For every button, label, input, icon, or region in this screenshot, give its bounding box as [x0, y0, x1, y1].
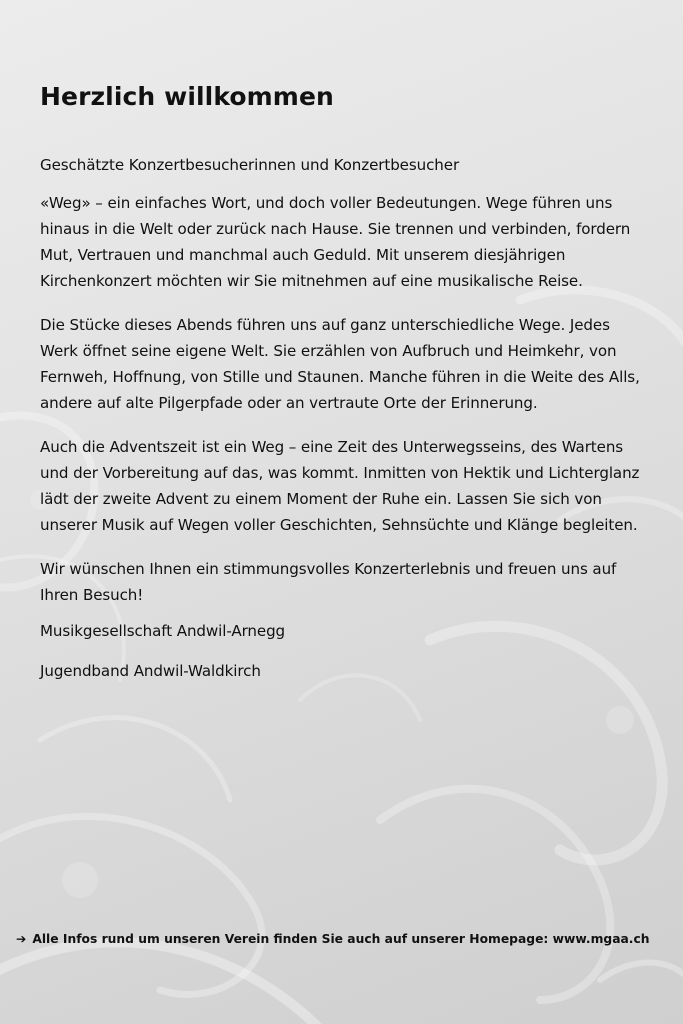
footer-homepage-note — [16, 929, 676, 949]
signature-musikgesellschaft: Musikgesellschaft Andwil-Arnegg — [40, 622, 286, 640]
signature-jugendband: Jugendband Andwil-Waldkirch — [40, 662, 261, 680]
welcome-letter — [40, 80, 640, 694]
salutation: Geschätzte Konzertbesucherinnen und Konzertbesucher — [40, 156, 460, 174]
paragraph-2: Die Stücke dieses Abends führen uns auf ganz unterschiedliche Wege. Jedes Werk öffnet seine eigene Welt. Sie erzählen von Aufbruch und Heimkehr, von Fernweh, Hoffnung, von Stille und Staunen. Manche führen in die Weite des Alls, andere auf alte Pilgerpfade oder an vertraute Orte der Erinnerung. — [40, 316, 640, 412]
page-title: Herzlich willkommen — [40, 82, 334, 111]
footer-text: Alle Infos rund um unseren Verein finden Sie auch auf unserer Homepage: www.mgaa.ch — [32, 932, 650, 946]
paragraph-3: Auch die Adventszeit ist ein Weg – eine Zeit des Unterwegsseins, des Wartens und der Vorbereitung auf das, was kommt. Inmitten von Hektik und Lichterglanz lädt der zweite Advent zu einem Moment der Ruhe ein. Lassen Sie sich von unserer Musik auf Wegen voller Geschichten, Sehnsüchte und Klänge begleiten. — [40, 438, 640, 534]
paragraph-1: «Weg» – ein einfaches Wort, und doch voller Bedeutungen. Wege führen uns hinaus in die Welt oder zurück nach Hause. Sie trennen und verbinden, fordern Mut, Vertrauen und manchmal auch Geduld. Mit unserem diesjährigen Kirchenkonzert möchten wir Sie mitnehmen auf eine musikalische Reise. — [40, 194, 631, 290]
arrow-right-icon: ➔ — [16, 932, 27, 946]
paragraph-4: Wir wünschen Ihnen ein stimmungsvolles Konzerterlebnis und freuen uns auf Ihren Besuch! — [40, 560, 617, 604]
